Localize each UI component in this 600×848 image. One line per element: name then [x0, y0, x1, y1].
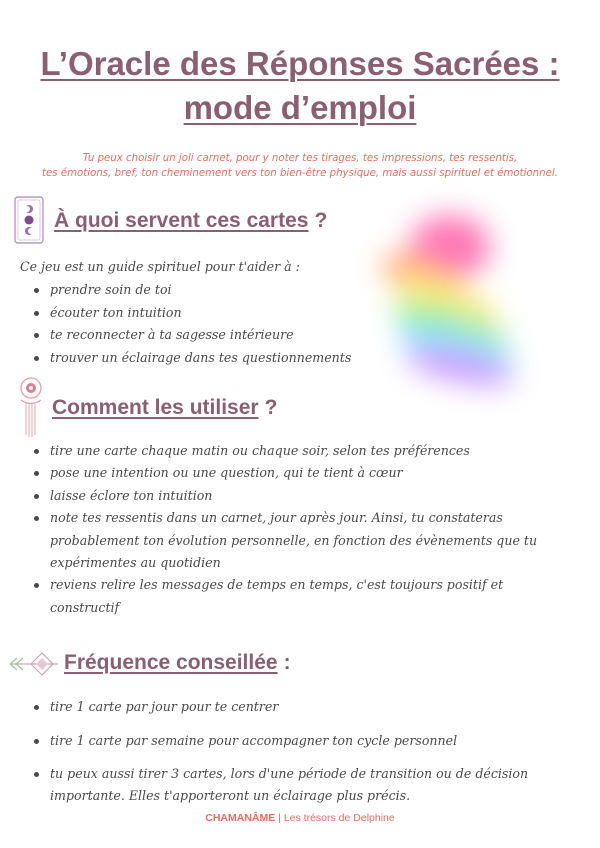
intro-line-2: tes émotions, bref, ton cheminement vers ton bien-être physique, mais aussi spirituel et émotionnel. [42, 168, 558, 179]
frequency-list [32, 696, 572, 806]
list-item: te reconnecter à ta sagesse intérieure [32, 324, 432, 347]
list-item: tire 1 carte par semaine pour accompagner ton cycle personnel [32, 730, 572, 752]
purpose-list [32, 279, 432, 369]
section-heading-usage-text: Comment les utiliser [52, 396, 259, 419]
list-item: note tes ressentis dans un carnet, jour après jour. Ainsi, tu constateras probablement ton évolution personnelle, en fonction des évènements que tu expérimentes au quotidien [32, 507, 562, 574]
section-heading-purpose [54, 208, 327, 234]
footer [0, 812, 600, 824]
list-item: écouter ton intuition [32, 302, 432, 325]
page-title-line-1: L’Oracle des Réponses Sacrées : [40, 45, 560, 82]
list-item: tu peux aussi tirer 3 cartes, lors d'une période de transition ou de décision importante. Elles t'apporteront un éclairage plus précis. [32, 763, 572, 806]
section-heading-purpose-punct: ? [314, 209, 328, 232]
section-heading-purpose-text: À quoi servent ces cartes [54, 209, 309, 232]
list-item: trouver un éclairage dans tes questionnements [32, 347, 432, 370]
section-purpose-lead: Ce jeu est un guide spirituel pour t'aider à : [20, 259, 300, 274]
section-heading-frequency-punct: : [283, 651, 291, 674]
usage-list [32, 440, 562, 619]
intro-line-1: Tu peux choisir un joli carnet, pour y noter tes tirages, tes impressions, tes ressentis, [82, 153, 518, 164]
dreamcatcher-icon [16, 375, 46, 439]
list-item: prendre soin de toi [32, 279, 432, 302]
list-item: reviens relire les messages de temps en temps, c'est toujours positif et constructif [32, 574, 562, 619]
section-heading-frequency-text: Fréquence conseillée [64, 651, 278, 674]
page-title-line-2: mode d’emploi [183, 89, 417, 126]
section-heading-frequency [64, 650, 291, 676]
footer-text: | Les trésors de Delphine [275, 812, 395, 824]
list-item: pose une intention ou une question, qui te tient à cœur [32, 462, 562, 484]
section-heading-usage-punct: ? [264, 396, 278, 419]
arrow-diamond-icon [8, 650, 60, 678]
footer-brand: CHAMANÂME [205, 812, 276, 824]
section-heading-usage [52, 395, 277, 421]
moon-phases-card-icon [12, 194, 46, 246]
list-item: laisse éclore ton intuition [32, 485, 562, 507]
list-item: tire 1 carte par jour pour te centrer [32, 696, 572, 718]
list-item: tire une carte chaque matin ou chaque soir, selon tes préférences [32, 440, 562, 462]
